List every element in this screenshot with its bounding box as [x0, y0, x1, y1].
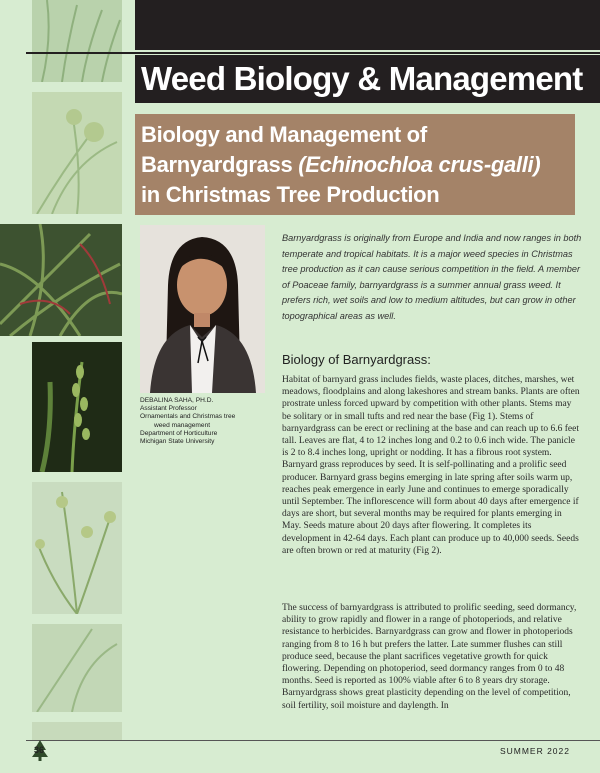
header-dark-band	[135, 0, 600, 50]
author-dept: Department of Horticulture	[140, 429, 218, 437]
grass-photo-5	[32, 482, 122, 614]
grass-photo-4	[32, 342, 122, 472]
article-title-box	[135, 114, 575, 215]
section-heading: Biology of Barnyardgrass:	[282, 352, 431, 367]
grass-photo-7	[32, 722, 122, 740]
grass-photo-6	[32, 624, 122, 712]
issue-label: SUMMER 2022	[499, 746, 570, 756]
article-title-line-2	[141, 150, 575, 180]
article-title-scientific-name: (Echinochloa crus-galli)	[298, 152, 541, 177]
footer-rule	[26, 740, 600, 741]
page-number: 36	[34, 745, 45, 755]
header-rule	[26, 52, 600, 54]
author-byline	[140, 397, 280, 446]
author-role: Assistant Professor	[140, 405, 197, 413]
intro-paragraph: Barnyardgrass is originally from Europe and India and now ranges in both temperate and tropical habitats. It is a major weed species in Christmas tree production as it can cause serious competition in the field. A member of Poaceae family, barnyardgrass is a summer annual grass weed. It prefers rich, wet soils and low to medium altitudes, but can grow in other topographical areas as well.	[282, 233, 582, 321]
grass-photo-2	[32, 92, 122, 214]
grass-photo-1	[32, 0, 122, 82]
author-portrait	[140, 225, 265, 393]
body-paragraph-1: Habitat of barnyard grass includes fields, waste places, ditches, marshes, wet meadows, floodplains and along lakeshores and stream banks. Plants are often prostrate unless forced upward by competition with other plants. Stems may be solitary or in small tufts and red near the base (Fig 1). Stems of barnyardgrass can be erect or reclining at the base and can reach up to 6.6 feet tall. Leaves are flat, 4 to 12 inches long and 0.2 to 0.6 inch wide. The panicle is 2 to 8.4 inches long, upright or nodding. It has a fibrous root system. Barnyard grass reproduces by seed. It is self-pollinating and a prolific seed producer. Barnyard grass begins emerging in late spring after soils warm up, reaches peak emergence in early June and continues to emerge sporadically until September. The inflorescence will form about 40 days after emergence if days are short, but several months may be required for plants emerging in May. Seeds mature about 20 days after flowering. It completes its development in 42-64 days. Each plant can produce up to 40,000 seeds. Seeds are often brown or red at maturity (Fig 2).	[282, 375, 580, 556]
author-area-2: weed management	[154, 421, 211, 429]
author-name: DEBALINA SAHA, PH.D.	[140, 397, 214, 404]
series-title: Weed Biology & Management	[135, 55, 600, 103]
article-title-line-1: Biology and Management of	[141, 122, 427, 147]
body-paragraph-2: The success of barnyardgrass is attributed to prolific seeding, seed dormancy, ability to grow rapidly and flower in a range of photoperiods, and relative resistance to herbicides. Barnyardgrass can grow and flower in photoperiods ranging from 8 to 16 h but prefers the latter. Late summer flushes can still produce seed, because the plant sacrifices vegetative growth for quick flowering. Depending on photoperiod, seed dormancy ranges from 0 to 48 months. Seed is reported as 100% viable after 6 to 8 years dry storage. Barnyardgrass shows great plasticity depending on the level of competition, soil fertility, soil moisture and daylength. In	[282, 603, 577, 711]
article-title-common-name: Barnyardgrass	[141, 152, 299, 177]
article-title-line-3: in Christmas Tree Production	[141, 182, 440, 207]
author-area-1: Ornamentals and Christmas tree	[140, 413, 236, 421]
author-university: Michigan State University	[140, 438, 215, 446]
grass-photo-3	[0, 224, 122, 336]
